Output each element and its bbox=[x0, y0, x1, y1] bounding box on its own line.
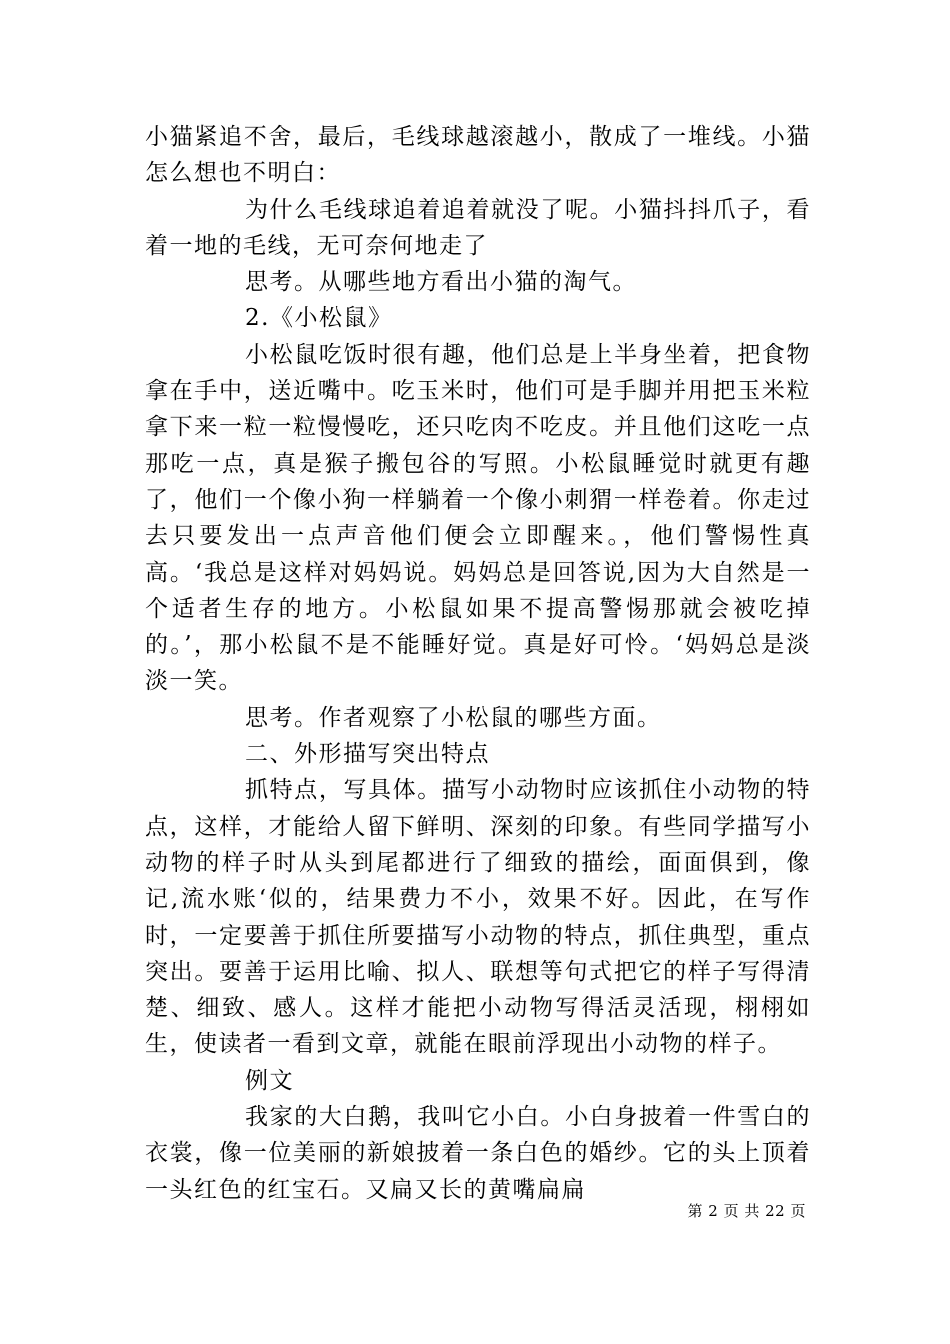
paragraph: 思考。作者观察了小松鼠的哪些方面。 bbox=[245, 704, 662, 731]
paragraph: 小松鼠吃饭时很有趣，他们总是上半身坐着，把食物拿在手中，送近嘴中。吃玉米时，他们可是手脚并用把玉米粒拿下来一粒一粒慢慢吃，还只吃肉不吃皮。并且他们这吃一点那吃一点，真是猴子搬包谷的写照。小松鼠睡觉时就更有趣了，他们一个像小狗一样躺着一个像小刺猬一样卷着。你走过去只要发出一点声音他们便会立即醒来。，他们警惕性真高。‘我总是这样对妈妈说。妈妈总是回答说,因为大自然是一个适者生存的地方。小松鼠如果不提高警惕那就会被吃掉的。’，那小松鼠不是不能睡好觉。真是好可怜。‘妈妈总是淡淡一笑。 bbox=[145, 341, 811, 695]
paragraph: 为什么毛线球追着追着就没了呢。小猫抖抖爪子，看着一地的毛线，无可奈何地走了 bbox=[145, 196, 811, 259]
paragraph: 二、外形描写突出特点 bbox=[245, 741, 490, 768]
document-body bbox=[145, 119, 811, 1208]
paragraph: 2.《小松鼠》 bbox=[245, 305, 393, 332]
page-number-footer: 第 2 页 共 22 页 bbox=[687, 1202, 806, 1220]
paragraph: 例文 bbox=[245, 1067, 294, 1094]
paragraph: 小猫紧追不舍，最后，毛线球越滚越小，散成了一堆线。小猫怎么想也不明白： bbox=[145, 124, 811, 187]
paragraph: 思考。从哪些地方看出小猫的淘气。 bbox=[245, 269, 637, 296]
paragraph: 我家的大白鹅，我叫它小白。小白身披着一件雪白的衣裳，像一位美丽的新娘披着一条白色的婚纱。它的头上顶着一头红色的红宝石。又扁又长的黄嘴扁扁 bbox=[145, 1104, 811, 1203]
paragraph: 抓特点，写具体。描写小动物时应该抓住小动物的特点，这样，才能给人留下鲜明、深刻的印象。有些同学描写小动物的样子时从头到尾都进行了细致的描绘，面面俱到，像记,流水账‘似的，结果费力不小，效果不好。因此，在写作时，一定要善于抓住所要描写小动物的特点，抓住典型，重点突出。要善于运用比喻、拟人、联想等句式把它的样子写得清楚、细致、感人。这样才能把小动物写得活灵活现，栩栩如生，使读者一看到文章，就能在眼前浮现出小动物的样子。 bbox=[145, 777, 811, 1058]
